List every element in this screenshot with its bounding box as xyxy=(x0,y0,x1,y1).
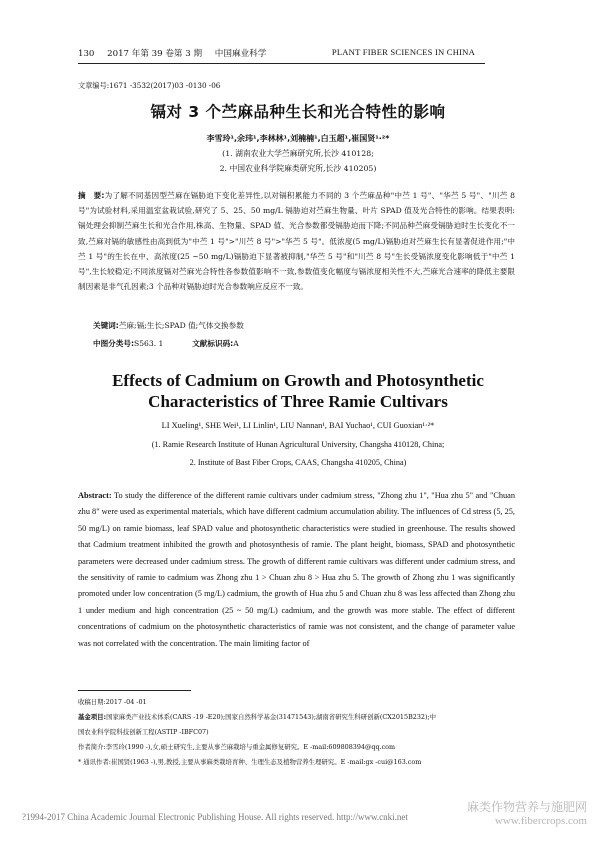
classification-line xyxy=(93,338,513,349)
abstract-en xyxy=(78,488,515,652)
fund-text-1: 国家麻类产业技术体系(CARS -19 -E20);国家自然科学基金(31471543);湖南省研究生科研创新(CX2015B232);中 xyxy=(106,713,436,721)
authors-cn: 李雪玲¹,余玮¹,李林林¹,刘楠楠¹,白玉超¹,崔国贤¹·²* xyxy=(206,134,390,143)
fund-label: 基金项目: xyxy=(78,713,107,721)
title-en-line-1: Effects of Cadmium on Growth and Photosynthetic xyxy=(112,371,484,390)
doc-code-value: A xyxy=(233,339,239,348)
affiliation-en-1: (1. Ramie Research Institute of Hunan Agricultural University, Changsha 410128, China; xyxy=(151,440,445,449)
watermark-cn: 麻类作物营养与施肥网 xyxy=(466,800,587,814)
journal-name-cn: 中国麻业科学 xyxy=(214,49,267,59)
affiliation-en-2: 2. Institute of Bast Fiber Crops, CAAS, Changsha 410205, China) xyxy=(189,458,407,467)
authors-en: LI Xueling¹, SHE Wei¹, LI Linlin¹, LIU Nannan¹, BAI Yuchao¹, CUI Guoxian¹·²* xyxy=(161,421,435,430)
header-divider xyxy=(78,63,485,64)
affiliation-cn-1: (1. 湖南农业大学苎麻研究所,长沙 410128; xyxy=(222,149,374,158)
footnote-author-bio: 作者简介:李雪玲(1990 -),女,硕士研究生,主要从事苎麻栽培与重金属修复研究。E -mail:609808394@qq.com xyxy=(78,743,396,751)
affiliation-cn-2: 2. 中国农业科学院麻类研究所,长沙 410205) xyxy=(219,164,377,173)
clc-value: S563. 1 xyxy=(134,339,164,348)
keywords-cn xyxy=(93,320,513,331)
abstract-cn-text: 为了解不同基因型苎麻在镉胁迫下变化差异性,以对镉积累能力不同的 3 个苎麻品种"中苎 1 号"、"华苎 5 号"、"川苎 8 号"为试验材料,采用温室盆栽试验,研究了 5、25、50 mg/L 镉胁迫对苎麻生物量、叶片 SPAD 值及光合特性的影响。结果表明:镉处理会抑制苎麻生长和光合作用,株高、生物量、SPAD 值、光合参数都受镉胁迫而下降;不同品种苎麻受镉胁迫时生长变化不一致,苎麻对镉的敏感性由高到低为"中苎 1 号">"川苎 8 号">"华苎 5 号"。低浓度(5 mg/L)镉胁迫对苎麻生长有显著促进作用;"中苎 1 号"的生长在中、高浓度(25 ~50 mg/L)镉胁迫下显著被抑制,"华苎 5 号"和"川苎 8 号"生长受镉浓度变化影响低于"中苎 1 号",生长较稳定;不同浓度镉对苎麻光合特性各参数值影响不一致,参数值变化幅度与镉浓度相关性不大,苎麻光合速率的降低主要限制因素是非气孔因素;3 个品种对镉胁迫时光合参数响应反应不一致。 xyxy=(78,191,515,292)
journal-name-en: PLANT FIBER SCIENCES IN CHINA xyxy=(331,47,475,57)
keywords-cn-text: 苎麻;镉;生长;SPAD 值;气体交换参数 xyxy=(118,321,244,330)
issue-info: 2017 年第 39 卷第 3 期 xyxy=(107,49,203,59)
page-number: 130 xyxy=(78,49,95,59)
footnote-received: 收稿日期:2017 -04 -01 xyxy=(78,698,147,706)
title-en-line-2: Characteristics of Three Ramie Cultivars xyxy=(148,392,448,411)
clc-label: 中图分类号: xyxy=(93,339,135,348)
title-cn: 镉对 3 个苎麻品种生长和光合特性的影响 xyxy=(150,103,446,121)
footnote-fund-cont: 国农业科学院科技创新工程(ASTIP -IBFC07) xyxy=(78,728,209,736)
running-header xyxy=(78,47,485,59)
watermark xyxy=(452,800,587,828)
footnote-divider xyxy=(78,690,191,691)
doc-code-label: 文献标识码: xyxy=(192,339,234,348)
footnote-corresponding: * 通讯作者:崔国贤(1963 -),男,教授,主要从事麻类栽培育种、生理生态及植物营养生理研究。E -mail:gx -cui@163.com xyxy=(78,758,422,766)
keywords-cn-label: 关键词: xyxy=(93,321,119,330)
copyright-line: ?1994-2017 China Academic Journal Electronic Publishing House. All rights reserved. http://www.cnki.net xyxy=(22,812,408,822)
abstract-cn-label: 摘 要: xyxy=(78,191,105,200)
article-number: 文章编号:1671 -3532(2017)03 -0130 -06 xyxy=(78,81,221,90)
footnote-fund xyxy=(78,712,518,721)
abstract-cn xyxy=(78,188,515,294)
watermark-url: www.fibercrops.com xyxy=(494,815,587,827)
abstract-en-text: To study the difference of the different ramie cultivars under cadmium stress, "Zhong zhu 1", "Hua zhu 5" and "Chuan zhu 8" were used as experimental materials, which have different cadmium accumulation ability. The influences of Cd stress (5, 25, 50 mg/L) on ramie biomass, leaf SPAD value and photosynthetic characteristics were studied in greenhouse. The results showed that Cadmium treatment inhibited the growth and photosynthesis of ramie. The plant height, biomass, SPAD and photosynthetic parameters were decreased under cadmium stress. The growth of different ramie cultivars was different under cadmium stress, and the sensitivity of ramie to cadmium was Zhong zhu 1 > Chuan zhu 8 > Hua zhu 5. The growth of Zhong zhu 1 was significantly promoted under low concentration (5 mg/L) cadmium, the growth of Hua zhu 5 and Chuan zhu 8 was less affected than Zhong zhu 1 under medium and high concentration (25 ~ 50 mg/L) cadmium, and the growth was more stable. The effect of different concentrations of cadmium on the photosynthetic characteristics of ramie was not consistent, and the change of parameter value was not correlated with the concentration. The main limiting factor of xyxy=(78,491,515,648)
abstract-en-label: Abstract: xyxy=(78,491,112,500)
